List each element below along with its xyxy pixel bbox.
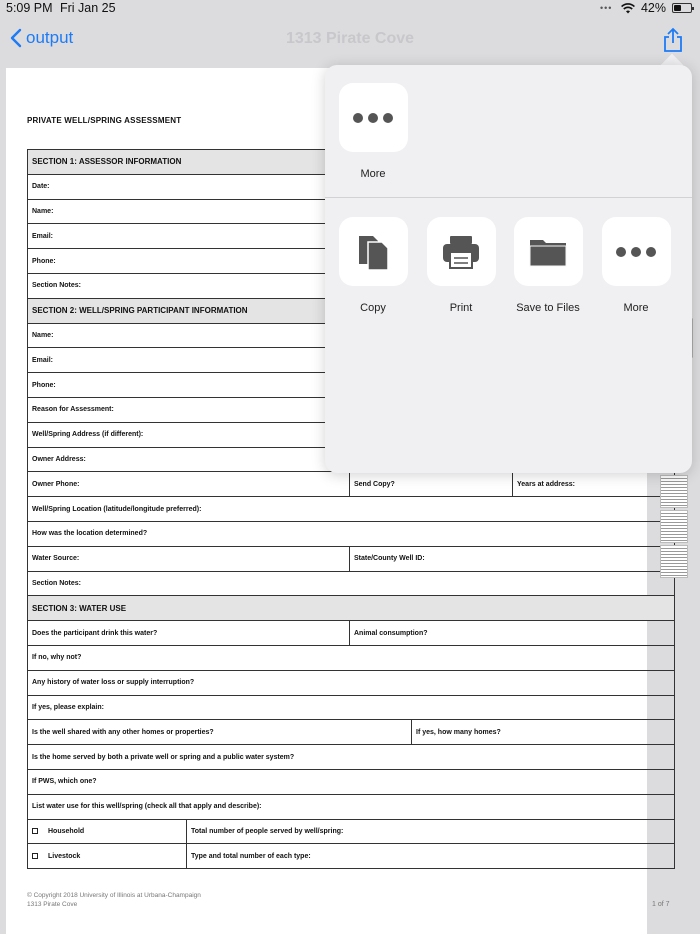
checkbox-household <box>32 828 38 834</box>
form-row: Phone: <box>28 249 675 274</box>
copyright-text: © Copyright 2018 University of Illinois at Urbana-Champaign <box>27 892 201 899</box>
form-cell: Total number of people served by well/spring: <box>187 819 675 844</box>
save-to-files-button[interactable] <box>508 217 588 314</box>
form-row: Section Notes: <box>28 571 675 596</box>
form-row: Well/Spring Address (if different): <box>28 422 675 447</box>
status-date: Fri Jan 25 <box>60 1 116 15</box>
form-row: Email: <box>28 224 675 249</box>
checkbox-livestock <box>32 853 38 859</box>
status-bar <box>0 0 700 18</box>
multitasking-dots-icon: ••• <box>600 3 613 13</box>
form-row: Any history of water loss or supply interruption? <box>28 670 675 695</box>
form-cell: Owner Phone: <box>28 472 350 497</box>
back-label: output <box>26 28 74 47</box>
form-row: Reason for Assessment: <box>28 397 675 422</box>
print-label: Print <box>449 302 473 314</box>
wifi-icon <box>621 3 635 14</box>
page-number: 1 of 7 <box>652 901 670 908</box>
more-icon <box>602 217 671 286</box>
copy-icon <box>339 217 408 286</box>
form-cell: Type and total number of each type: <box>187 844 675 869</box>
share-icon[interactable] <box>662 27 684 53</box>
form-cell <box>28 819 187 844</box>
form-cell: Animal consumption? <box>350 621 675 646</box>
section-heading: SECTION 3: WATER USE <box>28 596 675 621</box>
copy-button[interactable] <box>333 217 413 314</box>
form-row: Name: <box>28 323 675 348</box>
document-footer <box>27 891 201 909</box>
section-heading: SECTION 2: WELL/SPRING PARTICIPANT INFORMATION <box>28 298 675 323</box>
section-heading: SECTION 1: ASSESSOR INFORMATION <box>28 150 675 175</box>
share-divider <box>325 197 692 198</box>
form-row: If PWS, which one? <box>28 769 675 794</box>
form-row: Section Notes: <box>28 273 675 298</box>
form-cell: Years at address: <box>513 472 675 497</box>
more-apps-button[interactable] <box>333 83 413 180</box>
page-title: 1313 Pirate Cove <box>285 30 415 47</box>
household-label: Household <box>48 827 85 835</box>
save-to-files-label: Save to Files <box>516 302 580 314</box>
form-cell: Does the participant drink this water? <box>28 621 350 646</box>
form-row: Date: <box>28 174 675 199</box>
status-time: 5:09 PM <box>6 1 53 15</box>
form-row: If yes, please explain: <box>28 695 675 720</box>
print-button[interactable] <box>421 217 501 314</box>
form-row: Well/Spring Location (latitude/longitude preferred): <box>28 497 675 522</box>
battery-icon <box>672 3 692 13</box>
more-actions-button[interactable] <box>596 217 676 314</box>
page-thumbnail[interactable] <box>660 475 688 508</box>
form-row: Phone: <box>28 373 675 398</box>
form-row: Email: <box>28 348 675 373</box>
footer-name: 1313 Pirate Cove <box>27 901 78 908</box>
more-apps-label: More <box>360 168 386 180</box>
form-row: How was the location determined? <box>28 521 675 546</box>
form-cell: Send Copy? <box>350 472 513 497</box>
page-thumbnails[interactable] <box>660 475 688 580</box>
form-row: Name: <box>28 199 675 224</box>
more-icon <box>339 83 408 152</box>
livestock-label: Livestock <box>48 852 81 860</box>
form-row: Owner Address: <box>28 447 675 472</box>
printer-icon <box>427 217 496 286</box>
navigation-bar <box>0 20 700 64</box>
battery-percent: 42% <box>640 1 666 15</box>
form-cell: State/County Well ID: <box>350 546 675 571</box>
page-thumbnail[interactable] <box>660 510 688 543</box>
share-sheet <box>325 65 692 473</box>
folder-icon <box>514 217 583 286</box>
form-cell <box>28 844 187 869</box>
more-actions-label: More <box>623 302 649 314</box>
form-row: If no, why not? <box>28 645 675 670</box>
page-thumbnail[interactable] <box>660 545 688 578</box>
document-title: PRIVATE WELL/SPRING ASSESSMENT <box>27 116 182 125</box>
form-cell: Is the well shared with any other homes or properties? <box>28 720 412 745</box>
form-row: Is the home served by both a private well or spring and a public water system? <box>28 745 675 770</box>
form-cell: If yes, how many homes? <box>412 720 675 745</box>
form-cell: Water Source: <box>28 546 350 571</box>
copy-label: Copy <box>360 302 386 314</box>
form-row: List water use for this well/spring (check all that apply and describe): <box>28 794 675 819</box>
